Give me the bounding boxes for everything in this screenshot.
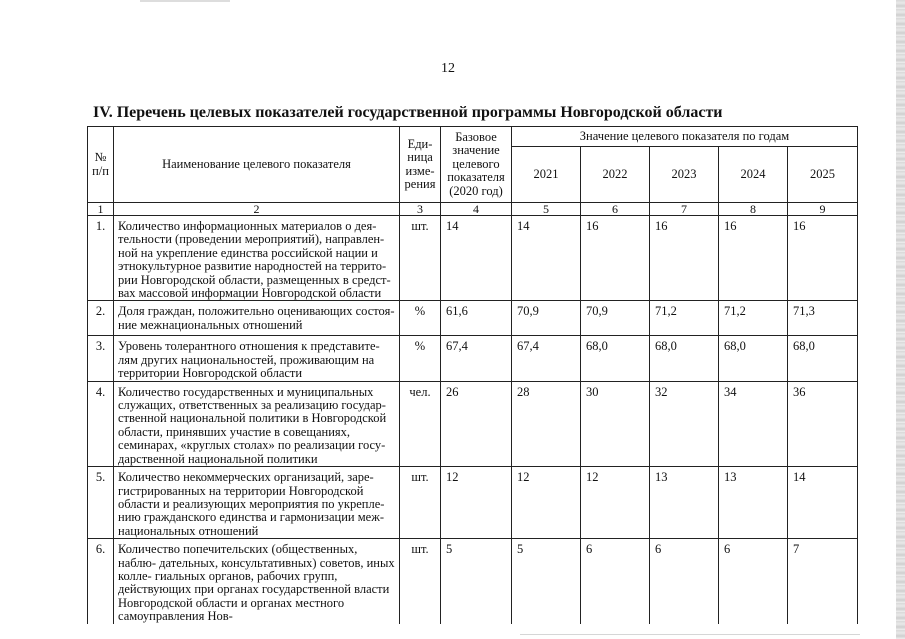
year-value: 16 [788,216,858,301]
column-number: 5 [512,203,581,216]
unit-cell: шт. [400,216,441,301]
table-row [88,539,858,624]
row-index: 1. [88,216,114,301]
year-value: 68,0 [719,336,788,381]
column-number: 1 [88,203,114,216]
base-value: 26 [441,381,512,466]
year-value: 30 [581,381,650,466]
header-year: 2024 [719,147,788,203]
row-index: 6. [88,539,114,624]
column-number: 8 [719,203,788,216]
scan-artifact-bottom [520,634,860,635]
scan-artifact-top [140,0,230,2]
year-value: 6 [719,539,788,624]
unit-cell: шт. [400,539,441,624]
year-value: 16 [581,216,650,301]
header-unit: Еди- ница изме- рения [400,127,441,203]
year-value: 14 [788,467,858,539]
row-index: 2. [88,301,114,336]
column-number: 3 [400,203,441,216]
column-number: 2 [114,203,400,216]
year-value: 68,0 [788,336,858,381]
column-number: 9 [788,203,858,216]
year-value: 32 [650,381,719,466]
base-value: 12 [441,467,512,539]
year-value: 7 [788,539,858,624]
year-value: 68,0 [581,336,650,381]
column-number: 7 [650,203,719,216]
year-value: 6 [581,539,650,624]
year-value: 67,4 [512,336,581,381]
year-value: 28 [512,381,581,466]
indicator-name: Уровень толерантного отношения к представите- лям других национальностей, проживающим на территории Новгородской области [114,336,400,381]
year-value: 71,2 [719,301,788,336]
base-value: 14 [441,216,512,301]
page-number: 12 [441,61,455,76]
header-year: 2025 [788,147,858,203]
table-row [88,467,858,539]
column-number: 6 [581,203,650,216]
unit-cell: % [400,301,441,336]
header-name: Наименование целевого показателя [114,127,400,203]
row-index: 5. [88,467,114,539]
year-value: 12 [512,467,581,539]
year-value: 13 [650,467,719,539]
header-year: 2023 [650,147,719,203]
header-year: 2022 [581,147,650,203]
year-value: 5 [512,539,581,624]
unit-cell: % [400,336,441,381]
table-row [88,336,858,381]
table-row [88,301,858,336]
row-index: 3. [88,336,114,381]
year-value: 71,2 [650,301,719,336]
year-value: 16 [719,216,788,301]
indicator-name: Количество государственных и муниципальных служащих, ответственных за реализацию государ- ственной национальной политики в Новгородской области, принявших участие в совещаниях, семинарах, «круглых столах» по реализации госу- дарственной национальной политики [114,381,400,466]
year-value: 68,0 [650,336,719,381]
year-value: 13 [719,467,788,539]
base-value: 61,6 [441,301,512,336]
indicator-name: Количество информационных материалов о дея- тельности (проведении мероприятий), направлен- ной на укрепление единства российской нации и этнокультурное развитие народностей на террито- рии Новгородской области, размещенных в средст- вах массовой информации Новгородской области [114,216,400,301]
column-number: 4 [441,203,512,216]
year-value: 70,9 [581,301,650,336]
year-value: 12 [581,467,650,539]
scan-edge-shadow [896,0,905,639]
header-index: № п/п [88,127,114,203]
header-base: Базовое значение целевого показателя (2020 год) [441,127,512,203]
table-row [88,216,858,301]
indicator-name: Количество попечительских (общественных, наблю- дательных, консультативных) советов, иных колле- гиальных органов, рабочих групп, действующих при органах государственной власти Новгородской области и органах местного самоуправления Нов- [114,539,400,624]
year-value: 6 [650,539,719,624]
header-years-group: Значение целевого показателя по годам [512,127,858,147]
indicators-table [87,126,858,624]
unit-cell: чел. [400,381,441,466]
section-title: IV. Перечень целевых показателей государственной программы Новгородской области [93,104,723,121]
base-value: 67,4 [441,336,512,381]
year-value: 16 [650,216,719,301]
row-index: 4. [88,381,114,466]
unit-cell: шт. [400,467,441,539]
year-value: 14 [512,216,581,301]
year-value: 71,3 [788,301,858,336]
table-row [88,381,858,466]
year-value: 36 [788,381,858,466]
year-value: 70,9 [512,301,581,336]
indicator-name: Доля граждан, положительно оценивающих состоя- ние межнациональных отношений [114,301,400,336]
year-value: 34 [719,381,788,466]
indicator-name: Количество некоммерческих организаций, заре- гистрированных на территории Новгородской области и реализующих мероприятия по укрепле- нию гражданского единства и гармонизации меж- национальных отношений [114,467,400,539]
header-year: 2021 [512,147,581,203]
base-value: 5 [441,539,512,624]
